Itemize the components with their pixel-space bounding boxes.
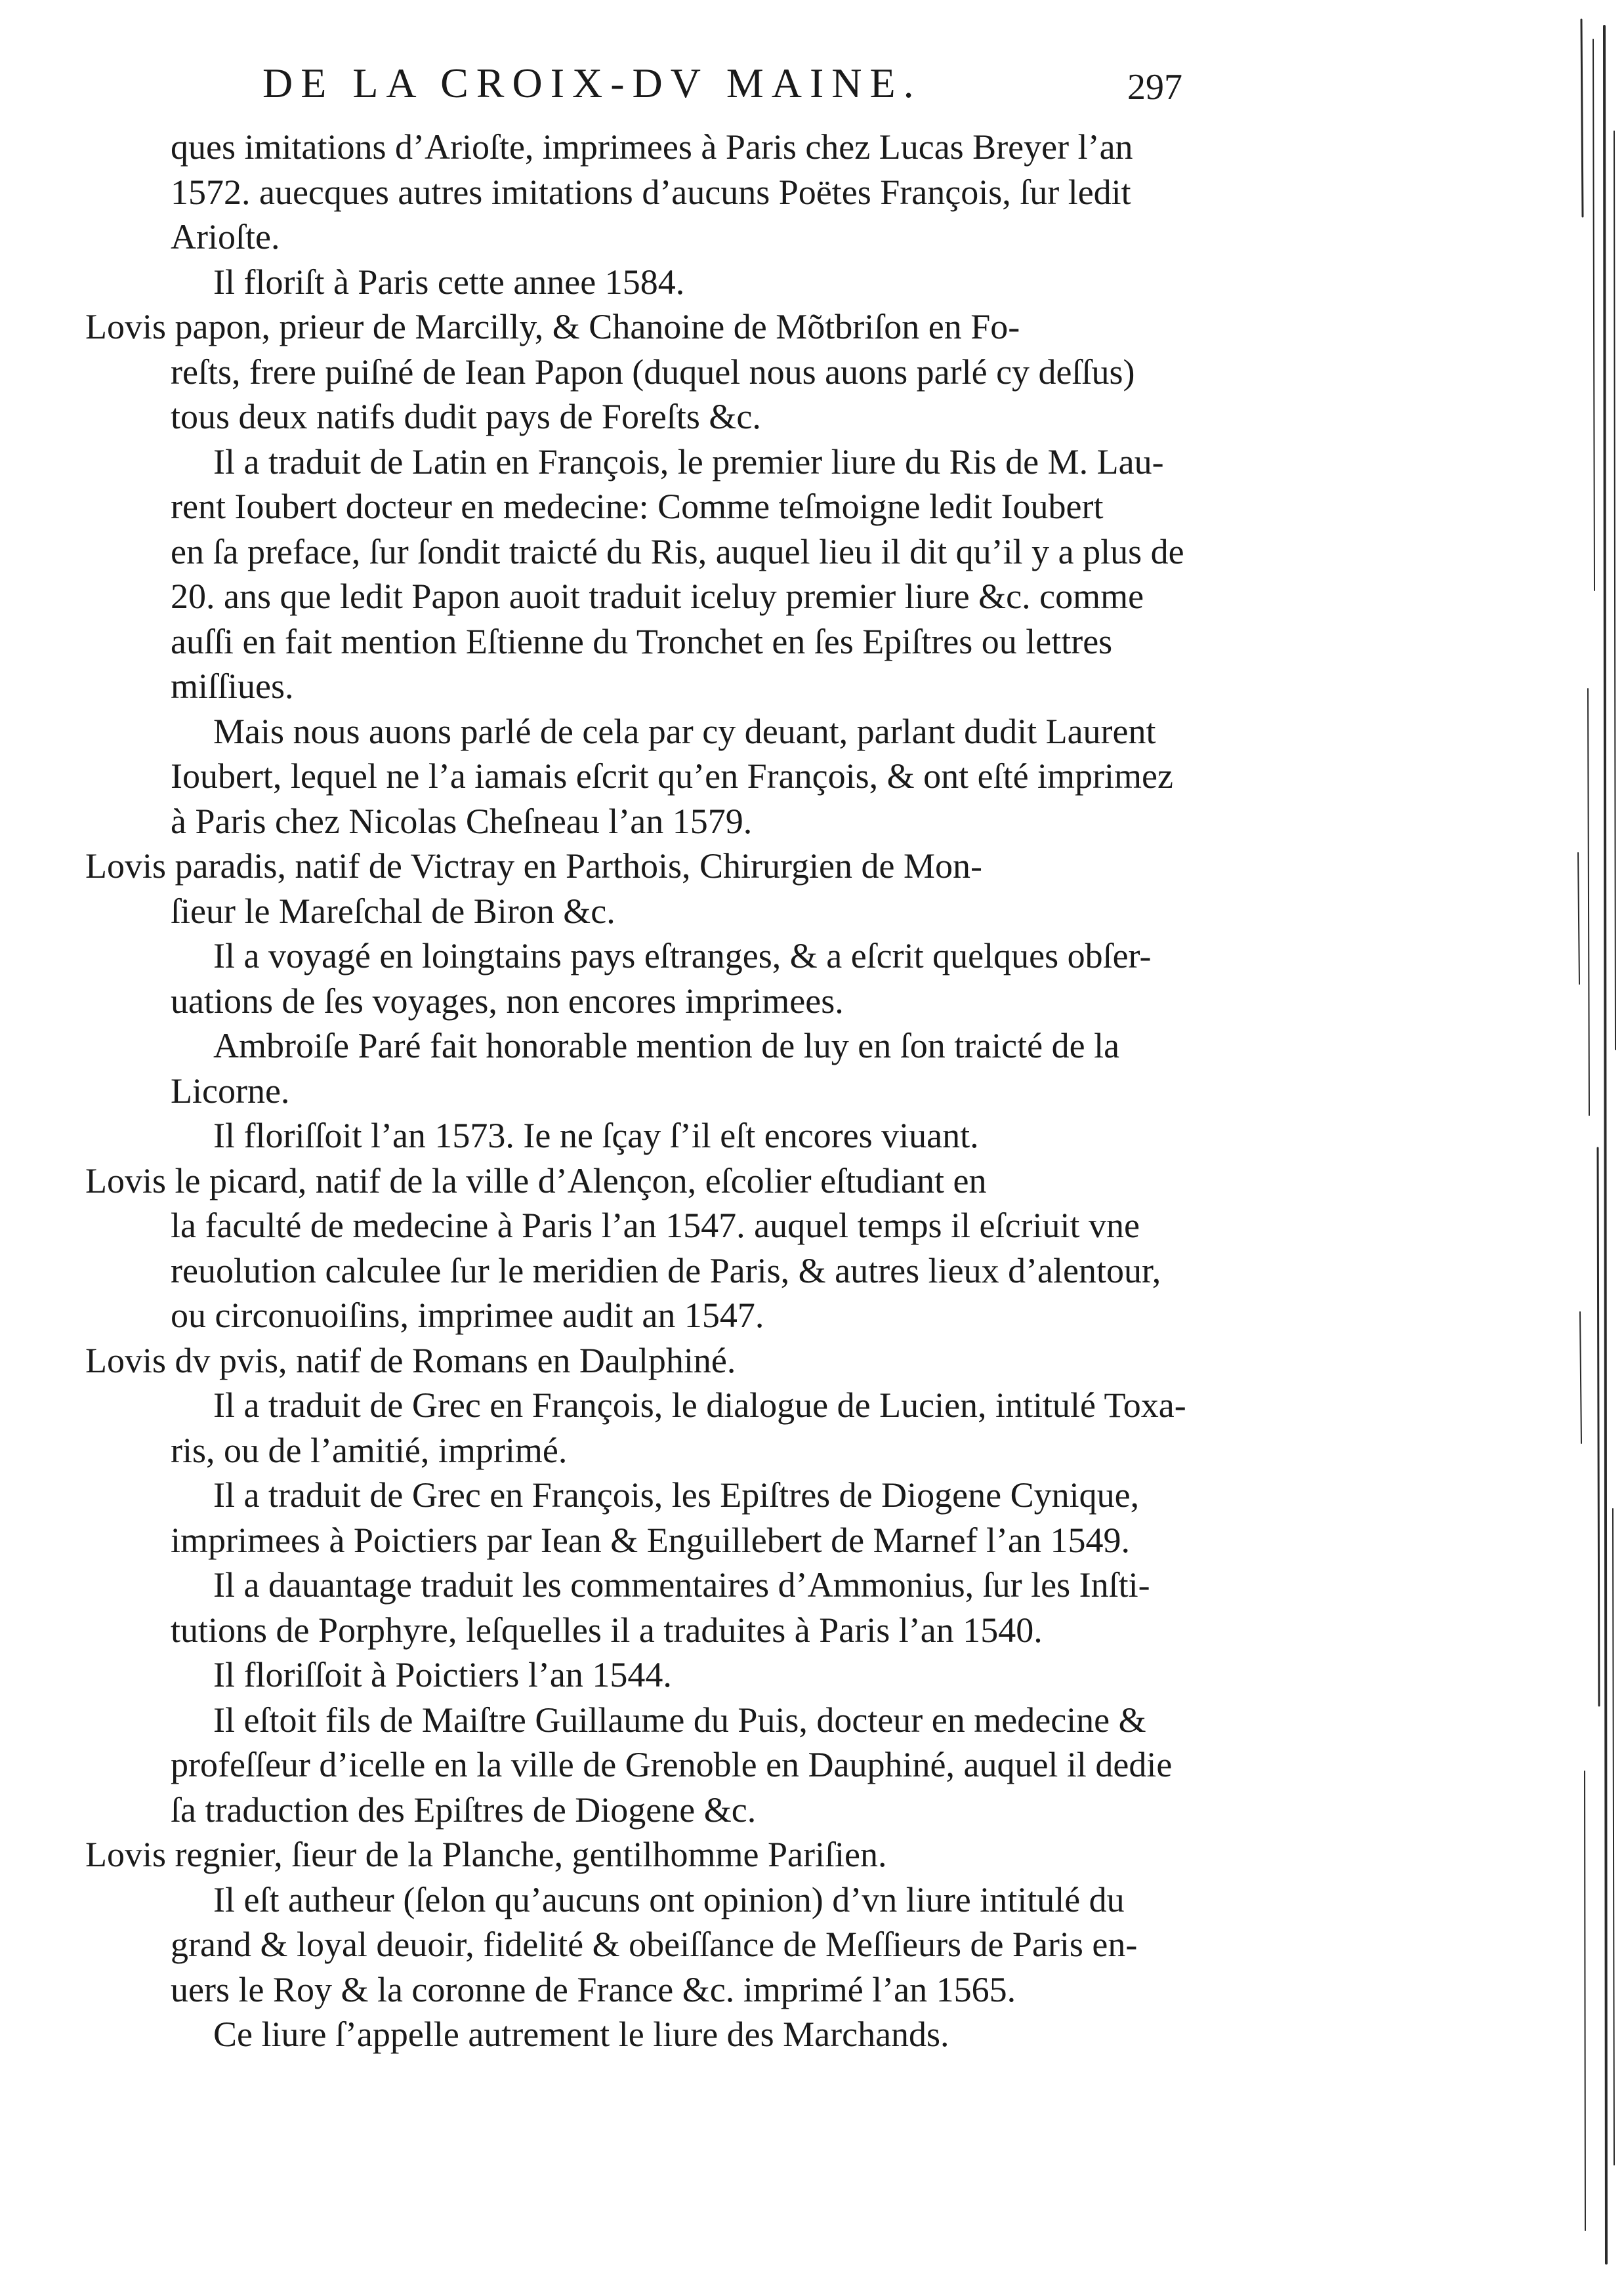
text-line: tutions de Porphyre, leſquelles il a traduites à Paris l’an 1540. (171, 1610, 1043, 1650)
text-line: ques imitations d’Arioſte, imprimees à Paris chez Lucas Breyer l’an (171, 127, 1133, 167)
text-line: Il a dauantage traduit les commentaires d’Ammonius, ſur les Inſti- (213, 1565, 1150, 1605)
text-line: en ſa preface, ſur ſondit traicté du Ris, auquel lieu il dit qu’il y a plus de (171, 531, 1184, 571)
text-line: Il floriſt à Paris cette annee 1584. (213, 262, 685, 302)
text-line: uations de ſes voyages, non encores imprimees. (171, 981, 844, 1021)
entry-heading-line: Lovis le picard, natif de la ville d’Alençon, eſcolier eſtudiant en (85, 1160, 987, 1200)
entry-heading-line: Lovis papon, prieur de Marcilly, & Chanoine de Mõtbriſon en Fo- (85, 307, 1020, 346)
text-line: à Paris chez Nicolas Cheſneau l’an 1579. (171, 801, 753, 841)
page-number: 297 (1127, 67, 1182, 108)
text-line: Il a traduit de Grec en François, le dialogue de Lucien, intitulé Toxa- (213, 1385, 1186, 1425)
text-line: Ce liure ſ’appelle autrement le liure des Marchands. (213, 2015, 949, 2054)
text-line: imprimees à Poictiers par Iean & Enguillebert de Marnef l’an 1549. (171, 1520, 1131, 1560)
text-line: tous deux natifs dudit pays de Foreſts &c. (171, 397, 761, 436)
entry-heading-line: Lovis regnier, ſieur de la Planche, gentilhomme Pariſien. (85, 1835, 887, 1874)
text-line: ſa traduction des Epiſtres de Diogene &c. (171, 1790, 757, 1830)
text-line: miſſiues. (171, 666, 294, 706)
text-line: Il floriſſoit l’an 1573. Ie ne ſçay ſ’il eſt encores viuant. (213, 1116, 979, 1155)
text-line: 1572. auecques autres imitations d’aucuns Poëtes François, ſur ledit (171, 172, 1131, 212)
entry-heading-line: Lovis dv pvis, natif de Romans en Daulphiné. (85, 1340, 736, 1380)
running-title: DE LA CROIX-DV MAINE. (262, 60, 922, 106)
text-line: grand & loyal deuoir, fidelité & obeiſſance de Meſſieurs de Paris en- (171, 1925, 1138, 1964)
text-line: Il eſt autheur (ſelon qu’aucuns ont opinion) d’vn liure intitulé du (213, 1879, 1125, 1919)
text-line: ou circonuoiſins, imprimee audit an 1547. (171, 1296, 764, 1335)
page-body (85, 125, 1240, 2057)
text-line: Ioubert, lequel ne l’a iamais eſcrit qu’en François, & ont eſté imprimez (171, 756, 1173, 796)
text-line: ſieur le Mareſchal de Biron &c. (171, 891, 615, 931)
entry-heading-line: Lovis paradis, natif de Victray en Parthois, Chirurgien de Mon- (85, 846, 982, 886)
text-line: Arioſte. (171, 217, 280, 256)
text-line: reuolution calculee ſur le meridien de Paris, & autres lieux d’alentour, (171, 1250, 1161, 1290)
text-line: ris, ou de l’amitié, imprimé. (171, 1430, 568, 1470)
text-line: la faculté de medecine à Paris l’an 1547. auquel temps il eſcriuit vne (171, 1206, 1140, 1245)
text-line: profeſſeur d’icelle en la ville de Grenoble en Dauphiné, auquel il dedie (171, 1745, 1173, 1784)
text-line: Il a traduit de Grec en François, les Epiſtres de Diogene Cynique, (213, 1475, 1140, 1515)
text-line: Mais nous auons parlé de cela par cy deuant, parlant dudit Laurent (213, 711, 1156, 751)
facing-page-edge (1542, 0, 1624, 2296)
text-line: 20. ans que ledit Papon auoit traduit iceluy premier liure &c. comme (171, 577, 1144, 616)
text-line: reſts, frere puiſné de Iean Papon (duquel nous auons parlé cy deſſus) (171, 352, 1135, 392)
text-line: Licorne. (171, 1071, 290, 1111)
text-line: Il a traduit de Latin en François, le premier liure du Ris de M. Lau- (213, 441, 1164, 482)
text-line: Il a voyagé en loingtains pays eſtranges, & a eſcrit quelques obſer- (213, 936, 1152, 975)
text-line: Il floriſſoit à Poictiers l’an 1544. (213, 1655, 672, 1694)
text-line: Ambroiſe Paré fait honorable mention de luy en ſon traicté de la (213, 1026, 1120, 1065)
text-line: rent Ioubert docteur en medecine: Comme teſmoigne ledit Ioubert (171, 487, 1104, 526)
text-line: uers le Roy & la coronne de France &c. imprimé l’an 1565. (171, 1969, 1016, 2009)
text-line: Il eſtoit fils de Maiſtre Guillaume du Puis, docteur en medecine & (213, 1700, 1146, 1740)
text-line: auſſi en fait mention Eſtienne du Tronchet en ſes Epiſtres ou lettres (171, 621, 1113, 661)
